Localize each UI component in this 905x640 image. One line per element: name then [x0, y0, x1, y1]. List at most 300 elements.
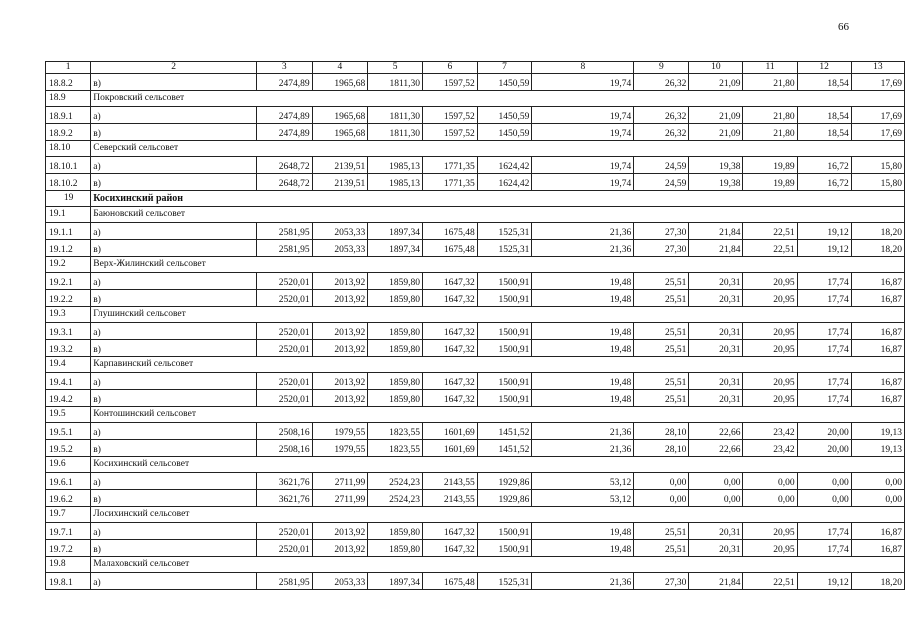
- row-code: 19.5: [46, 407, 91, 423]
- value-cell: 1823,55: [368, 440, 423, 457]
- header-cell: 9: [634, 62, 689, 74]
- value-cell: 20,31: [689, 290, 743, 307]
- row-label: а): [91, 223, 257, 240]
- value-cell: 1500,91: [477, 540, 532, 557]
- value-cell: 1675,48: [422, 223, 477, 240]
- value-cell: 23,42: [743, 440, 797, 457]
- value-cell: 2474,89: [256, 124, 312, 141]
- value-cell: 17,69: [851, 107, 904, 124]
- value-cell: 53,12: [532, 490, 634, 507]
- table-row: [46, 473, 905, 490]
- value-cell: 27,30: [634, 573, 689, 590]
- value-cell: 1897,34: [368, 240, 423, 257]
- value-cell: 2013,92: [312, 523, 368, 540]
- value-cell: 1624,42: [477, 174, 532, 191]
- value-cell: 20,00: [797, 440, 851, 457]
- value-cell: 19,89: [743, 157, 797, 174]
- value-cell: 0,00: [743, 473, 797, 490]
- row-code: 19.6: [46, 457, 91, 473]
- header-cell: 10: [689, 62, 743, 74]
- section-row: [46, 307, 905, 323]
- value-cell: 2053,33: [312, 240, 368, 257]
- table-row: [46, 74, 905, 91]
- value-cell: 19,13: [851, 440, 904, 457]
- row-label: а): [91, 523, 257, 540]
- value-cell: 2013,92: [312, 323, 368, 340]
- value-cell: 2711,99: [312, 473, 368, 490]
- row-code: 19.4.1: [46, 373, 91, 390]
- section-name: Косихинский сельсовет: [91, 457, 905, 473]
- value-cell: 16,72: [797, 157, 851, 174]
- value-cell: 21,80: [743, 107, 797, 124]
- table-body: [46, 62, 905, 590]
- value-cell: 20,00: [797, 423, 851, 440]
- section-name: Северский сельсовет: [91, 141, 905, 157]
- section-row: [46, 91, 905, 107]
- value-cell: 20,95: [743, 273, 797, 290]
- value-cell: 2520,01: [256, 540, 312, 557]
- value-cell: 1897,34: [368, 223, 423, 240]
- value-cell: 27,30: [634, 223, 689, 240]
- value-cell: 1675,48: [422, 573, 477, 590]
- value-cell: 1647,32: [422, 290, 477, 307]
- value-cell: 2711,99: [312, 490, 368, 507]
- table-row: [46, 157, 905, 174]
- value-cell: 1859,80: [368, 290, 423, 307]
- value-cell: 21,84: [689, 223, 743, 240]
- value-cell: 20,95: [743, 523, 797, 540]
- header-cell: 2: [91, 62, 257, 74]
- row-code: 19.5.2: [46, 440, 91, 457]
- value-cell: 25,51: [634, 273, 689, 290]
- value-cell: 0,00: [851, 490, 904, 507]
- value-cell: 1859,80: [368, 540, 423, 557]
- value-cell: 25,51: [634, 373, 689, 390]
- row-label: а): [91, 157, 257, 174]
- row-code: 19.5.1: [46, 423, 91, 440]
- value-cell: 2520,01: [256, 390, 312, 407]
- value-cell: 2053,33: [312, 573, 368, 590]
- value-cell: 26,32: [634, 124, 689, 141]
- value-cell: 1771,35: [422, 157, 477, 174]
- value-cell: 1859,80: [368, 340, 423, 357]
- table-row: [46, 124, 905, 141]
- row-label: в): [91, 440, 257, 457]
- value-cell: 1979,55: [312, 423, 368, 440]
- value-cell: 1647,32: [422, 340, 477, 357]
- value-cell: 19,38: [689, 174, 743, 191]
- header-cell: 7: [477, 62, 532, 74]
- value-cell: 19,13: [851, 423, 904, 440]
- value-cell: 1500,91: [477, 373, 532, 390]
- value-cell: 17,74: [797, 523, 851, 540]
- value-cell: 21,80: [743, 124, 797, 141]
- value-cell: 2013,92: [312, 373, 368, 390]
- value-cell: 20,95: [743, 340, 797, 357]
- value-cell: 20,31: [689, 523, 743, 540]
- value-cell: 1451,52: [477, 440, 532, 457]
- row-label: а): [91, 273, 257, 290]
- value-cell: 1647,32: [422, 523, 477, 540]
- value-cell: 16,87: [851, 323, 904, 340]
- row-code: 19.2.2: [46, 290, 91, 307]
- value-cell: 0,00: [634, 490, 689, 507]
- value-cell: 21,36: [532, 573, 634, 590]
- table-row: [46, 373, 905, 390]
- value-cell: 19,48: [532, 323, 634, 340]
- row-code: 18.9.1: [46, 107, 91, 124]
- value-cell: 16,87: [851, 390, 904, 407]
- value-cell: 19,48: [532, 390, 634, 407]
- section-name: Малаховский сельсовет: [91, 557, 905, 573]
- value-cell: 24,59: [634, 157, 689, 174]
- value-cell: 1500,91: [477, 390, 532, 407]
- table-row: [46, 107, 905, 124]
- value-cell: 1897,34: [368, 573, 423, 590]
- value-cell: 19,48: [532, 373, 634, 390]
- table-row: [46, 340, 905, 357]
- value-cell: 2520,01: [256, 373, 312, 390]
- value-cell: 1597,52: [422, 74, 477, 91]
- value-cell: 22,66: [689, 423, 743, 440]
- value-cell: 28,10: [634, 440, 689, 457]
- header-cell: 3: [256, 62, 312, 74]
- value-cell: 21,80: [743, 74, 797, 91]
- row-label: в): [91, 74, 257, 91]
- value-cell: 17,74: [797, 540, 851, 557]
- row-code: 19.6.2: [46, 490, 91, 507]
- table-row: [46, 223, 905, 240]
- value-cell: 2143,55: [422, 490, 477, 507]
- value-cell: 21,36: [532, 240, 634, 257]
- tariff-table-container: [45, 61, 905, 590]
- row-code: 19.3.1: [46, 323, 91, 340]
- value-cell: 16,87: [851, 540, 904, 557]
- value-cell: 1929,86: [477, 490, 532, 507]
- row-label: в): [91, 290, 257, 307]
- value-cell: 21,36: [532, 440, 634, 457]
- value-cell: 1597,52: [422, 107, 477, 124]
- value-cell: 2013,92: [312, 540, 368, 557]
- row-code: 19.1.1: [46, 223, 91, 240]
- row-code: 19.2.1: [46, 273, 91, 290]
- value-cell: 20,95: [743, 323, 797, 340]
- value-cell: 25,51: [634, 290, 689, 307]
- value-cell: 19,89: [743, 174, 797, 191]
- value-cell: 1859,80: [368, 523, 423, 540]
- value-cell: 1500,91: [477, 273, 532, 290]
- row-code: 19.6.1: [46, 473, 91, 490]
- value-cell: 2581,95: [256, 573, 312, 590]
- value-cell: 53,12: [532, 473, 634, 490]
- value-cell: 25,51: [634, 390, 689, 407]
- section-name: Карпавинский сельсовет: [91, 357, 905, 373]
- value-cell: 16,87: [851, 373, 904, 390]
- row-code: 19.8.1: [46, 573, 91, 590]
- value-cell: 17,74: [797, 273, 851, 290]
- value-cell: 22,51: [743, 240, 797, 257]
- row-code: 18.9.2: [46, 124, 91, 141]
- row-label: а): [91, 323, 257, 340]
- value-cell: 2139,51: [312, 174, 368, 191]
- value-cell: 2520,01: [256, 273, 312, 290]
- header-cell: 6: [422, 62, 477, 74]
- value-cell: 2013,92: [312, 290, 368, 307]
- row-label: в): [91, 490, 257, 507]
- value-cell: 2520,01: [256, 323, 312, 340]
- row-code: 19.4: [46, 357, 91, 373]
- row-code: 19.7.1: [46, 523, 91, 540]
- row-label: а): [91, 423, 257, 440]
- section-row: [46, 207, 905, 223]
- value-cell: 1811,30: [368, 74, 423, 91]
- section-name: Покровский сельсовет: [91, 91, 905, 107]
- section-name: Глушинский сельсовет: [91, 307, 905, 323]
- table-row: [46, 423, 905, 440]
- value-cell: 2524,23: [368, 490, 423, 507]
- value-cell: 15,80: [851, 157, 904, 174]
- value-cell: 17,74: [797, 390, 851, 407]
- value-cell: 2013,92: [312, 390, 368, 407]
- value-cell: 19,48: [532, 273, 634, 290]
- value-cell: 19,74: [532, 174, 634, 191]
- value-cell: 20,95: [743, 373, 797, 390]
- table-row: [46, 523, 905, 540]
- value-cell: 19,74: [532, 107, 634, 124]
- row-code: 18.10: [46, 141, 91, 157]
- value-cell: 22,51: [743, 573, 797, 590]
- value-cell: 1525,31: [477, 573, 532, 590]
- table-row: [46, 273, 905, 290]
- value-cell: 21,09: [689, 74, 743, 91]
- value-cell: 25,51: [634, 340, 689, 357]
- value-cell: 20,31: [689, 540, 743, 557]
- value-cell: 21,84: [689, 573, 743, 590]
- row-code: 19.4.2: [46, 390, 91, 407]
- value-cell: 1647,32: [422, 390, 477, 407]
- row-code: 19.2: [46, 257, 91, 273]
- header-cell: 5: [368, 62, 423, 74]
- value-cell: 17,74: [797, 290, 851, 307]
- header-cell: 4: [312, 62, 368, 74]
- value-cell: 1985,13: [368, 157, 423, 174]
- value-cell: 1647,32: [422, 373, 477, 390]
- section-name: Контошинский сельсовет: [91, 407, 905, 423]
- value-cell: 1624,42: [477, 157, 532, 174]
- value-cell: 24,59: [634, 174, 689, 191]
- header-row: [46, 62, 905, 74]
- value-cell: 20,31: [689, 273, 743, 290]
- table-row: [46, 174, 905, 191]
- value-cell: 18,54: [797, 74, 851, 91]
- value-cell: 19,48: [532, 540, 634, 557]
- value-cell: 2013,92: [312, 273, 368, 290]
- value-cell: 18,20: [851, 223, 904, 240]
- row-code: 18.10.1: [46, 157, 91, 174]
- table-row: [46, 240, 905, 257]
- value-cell: 0,00: [689, 473, 743, 490]
- header-cell: 1: [46, 62, 91, 74]
- section-name: Верх-Жилинский сельсовет: [91, 257, 905, 273]
- section-row: [46, 141, 905, 157]
- value-cell: 1500,91: [477, 340, 532, 357]
- value-cell: 1823,55: [368, 423, 423, 440]
- value-cell: 15,80: [851, 174, 904, 191]
- value-cell: 1601,69: [422, 423, 477, 440]
- value-cell: 1859,80: [368, 373, 423, 390]
- row-label: в): [91, 174, 257, 191]
- value-cell: 1675,48: [422, 240, 477, 257]
- value-cell: 17,74: [797, 373, 851, 390]
- value-cell: 19,74: [532, 74, 634, 91]
- value-cell: 0,00: [797, 473, 851, 490]
- row-code: 19.1: [46, 207, 91, 223]
- value-cell: 21,36: [532, 423, 634, 440]
- row-code: 18.9: [46, 91, 91, 107]
- value-cell: 1525,31: [477, 223, 532, 240]
- value-cell: 25,51: [634, 323, 689, 340]
- value-cell: 16,87: [851, 523, 904, 540]
- table-row: [46, 490, 905, 507]
- value-cell: 0,00: [634, 473, 689, 490]
- value-cell: 2013,92: [312, 340, 368, 357]
- table-row: [46, 323, 905, 340]
- value-cell: 19,74: [532, 124, 634, 141]
- value-cell: 17,74: [797, 340, 851, 357]
- table-row: [46, 390, 905, 407]
- value-cell: 20,31: [689, 323, 743, 340]
- section-row: [46, 457, 905, 473]
- value-cell: 19,48: [532, 290, 634, 307]
- row-code: 18.10.2: [46, 174, 91, 191]
- value-cell: 1451,52: [477, 423, 532, 440]
- value-cell: 16,87: [851, 273, 904, 290]
- value-cell: 1929,86: [477, 473, 532, 490]
- value-cell: 3621,76: [256, 490, 312, 507]
- value-cell: 19,74: [532, 157, 634, 174]
- value-cell: 1601,69: [422, 440, 477, 457]
- row-code: 19.3.2: [46, 340, 91, 357]
- value-cell: 1450,59: [477, 107, 532, 124]
- value-cell: 27,30: [634, 240, 689, 257]
- value-cell: 1647,32: [422, 273, 477, 290]
- tariff-table: [45, 61, 905, 590]
- section-row: [46, 507, 905, 523]
- value-cell: 2581,95: [256, 240, 312, 257]
- district-row: [46, 191, 905, 207]
- value-cell: 22,66: [689, 440, 743, 457]
- row-label: в): [91, 240, 257, 257]
- row-code: 19: [46, 191, 91, 207]
- value-cell: 23,42: [743, 423, 797, 440]
- value-cell: 1450,59: [477, 74, 532, 91]
- value-cell: 19,38: [689, 157, 743, 174]
- header-cell: 8: [532, 62, 634, 74]
- value-cell: 20,31: [689, 390, 743, 407]
- section-row: [46, 557, 905, 573]
- value-cell: 2520,01: [256, 340, 312, 357]
- page-number: 66: [838, 21, 849, 33]
- section-name: Баюновский сельсовет: [91, 207, 905, 223]
- value-cell: 21,09: [689, 107, 743, 124]
- value-cell: 1811,30: [368, 107, 423, 124]
- row-code: 19.7: [46, 507, 91, 523]
- section-row: [46, 357, 905, 373]
- row-label: в): [91, 340, 257, 357]
- value-cell: 1859,80: [368, 273, 423, 290]
- value-cell: 25,51: [634, 540, 689, 557]
- row-code: 18.8.2: [46, 74, 91, 91]
- row-label: а): [91, 473, 257, 490]
- section-row: [46, 407, 905, 423]
- value-cell: 2508,16: [256, 423, 312, 440]
- value-cell: 3621,76: [256, 473, 312, 490]
- value-cell: 2508,16: [256, 440, 312, 457]
- value-cell: 18,20: [851, 573, 904, 590]
- value-cell: 1985,13: [368, 174, 423, 191]
- row-label: в): [91, 540, 257, 557]
- value-cell: 1979,55: [312, 440, 368, 457]
- value-cell: 20,31: [689, 340, 743, 357]
- value-cell: 1450,59: [477, 124, 532, 141]
- value-cell: 1965,68: [312, 107, 368, 124]
- value-cell: 1647,32: [422, 540, 477, 557]
- row-code: 19.8: [46, 557, 91, 573]
- value-cell: 1597,52: [422, 124, 477, 141]
- value-cell: 2053,33: [312, 223, 368, 240]
- value-cell: 1811,30: [368, 124, 423, 141]
- table-row: [46, 540, 905, 557]
- value-cell: 2139,51: [312, 157, 368, 174]
- value-cell: 26,32: [634, 74, 689, 91]
- section-name: Лосихинский сельсовет: [91, 507, 905, 523]
- row-code: 19.3: [46, 307, 91, 323]
- value-cell: 0,00: [797, 490, 851, 507]
- value-cell: 21,84: [689, 240, 743, 257]
- value-cell: 1525,31: [477, 240, 532, 257]
- value-cell: 28,10: [634, 423, 689, 440]
- value-cell: 1859,80: [368, 323, 423, 340]
- value-cell: 20,95: [743, 390, 797, 407]
- value-cell: 0,00: [851, 473, 904, 490]
- row-label: а): [91, 107, 257, 124]
- row-code: 19.1.2: [46, 240, 91, 257]
- value-cell: 1500,91: [477, 323, 532, 340]
- value-cell: 19,12: [797, 573, 851, 590]
- value-cell: 0,00: [689, 490, 743, 507]
- value-cell: 19,12: [797, 223, 851, 240]
- table-row: [46, 290, 905, 307]
- value-cell: 19,48: [532, 340, 634, 357]
- row-label: а): [91, 373, 257, 390]
- value-cell: 19,12: [797, 240, 851, 257]
- value-cell: 2520,01: [256, 523, 312, 540]
- table-row: [46, 573, 905, 590]
- header-cell: 11: [743, 62, 797, 74]
- value-cell: 21,36: [532, 223, 634, 240]
- value-cell: 16,87: [851, 290, 904, 307]
- value-cell: 26,32: [634, 107, 689, 124]
- value-cell: 2143,55: [422, 473, 477, 490]
- value-cell: 20,31: [689, 373, 743, 390]
- value-cell: 1647,32: [422, 323, 477, 340]
- value-cell: 21,09: [689, 124, 743, 141]
- value-cell: 16,87: [851, 340, 904, 357]
- value-cell: 2648,72: [256, 174, 312, 191]
- value-cell: 2520,01: [256, 290, 312, 307]
- row-label: в): [91, 124, 257, 141]
- value-cell: 18,20: [851, 240, 904, 257]
